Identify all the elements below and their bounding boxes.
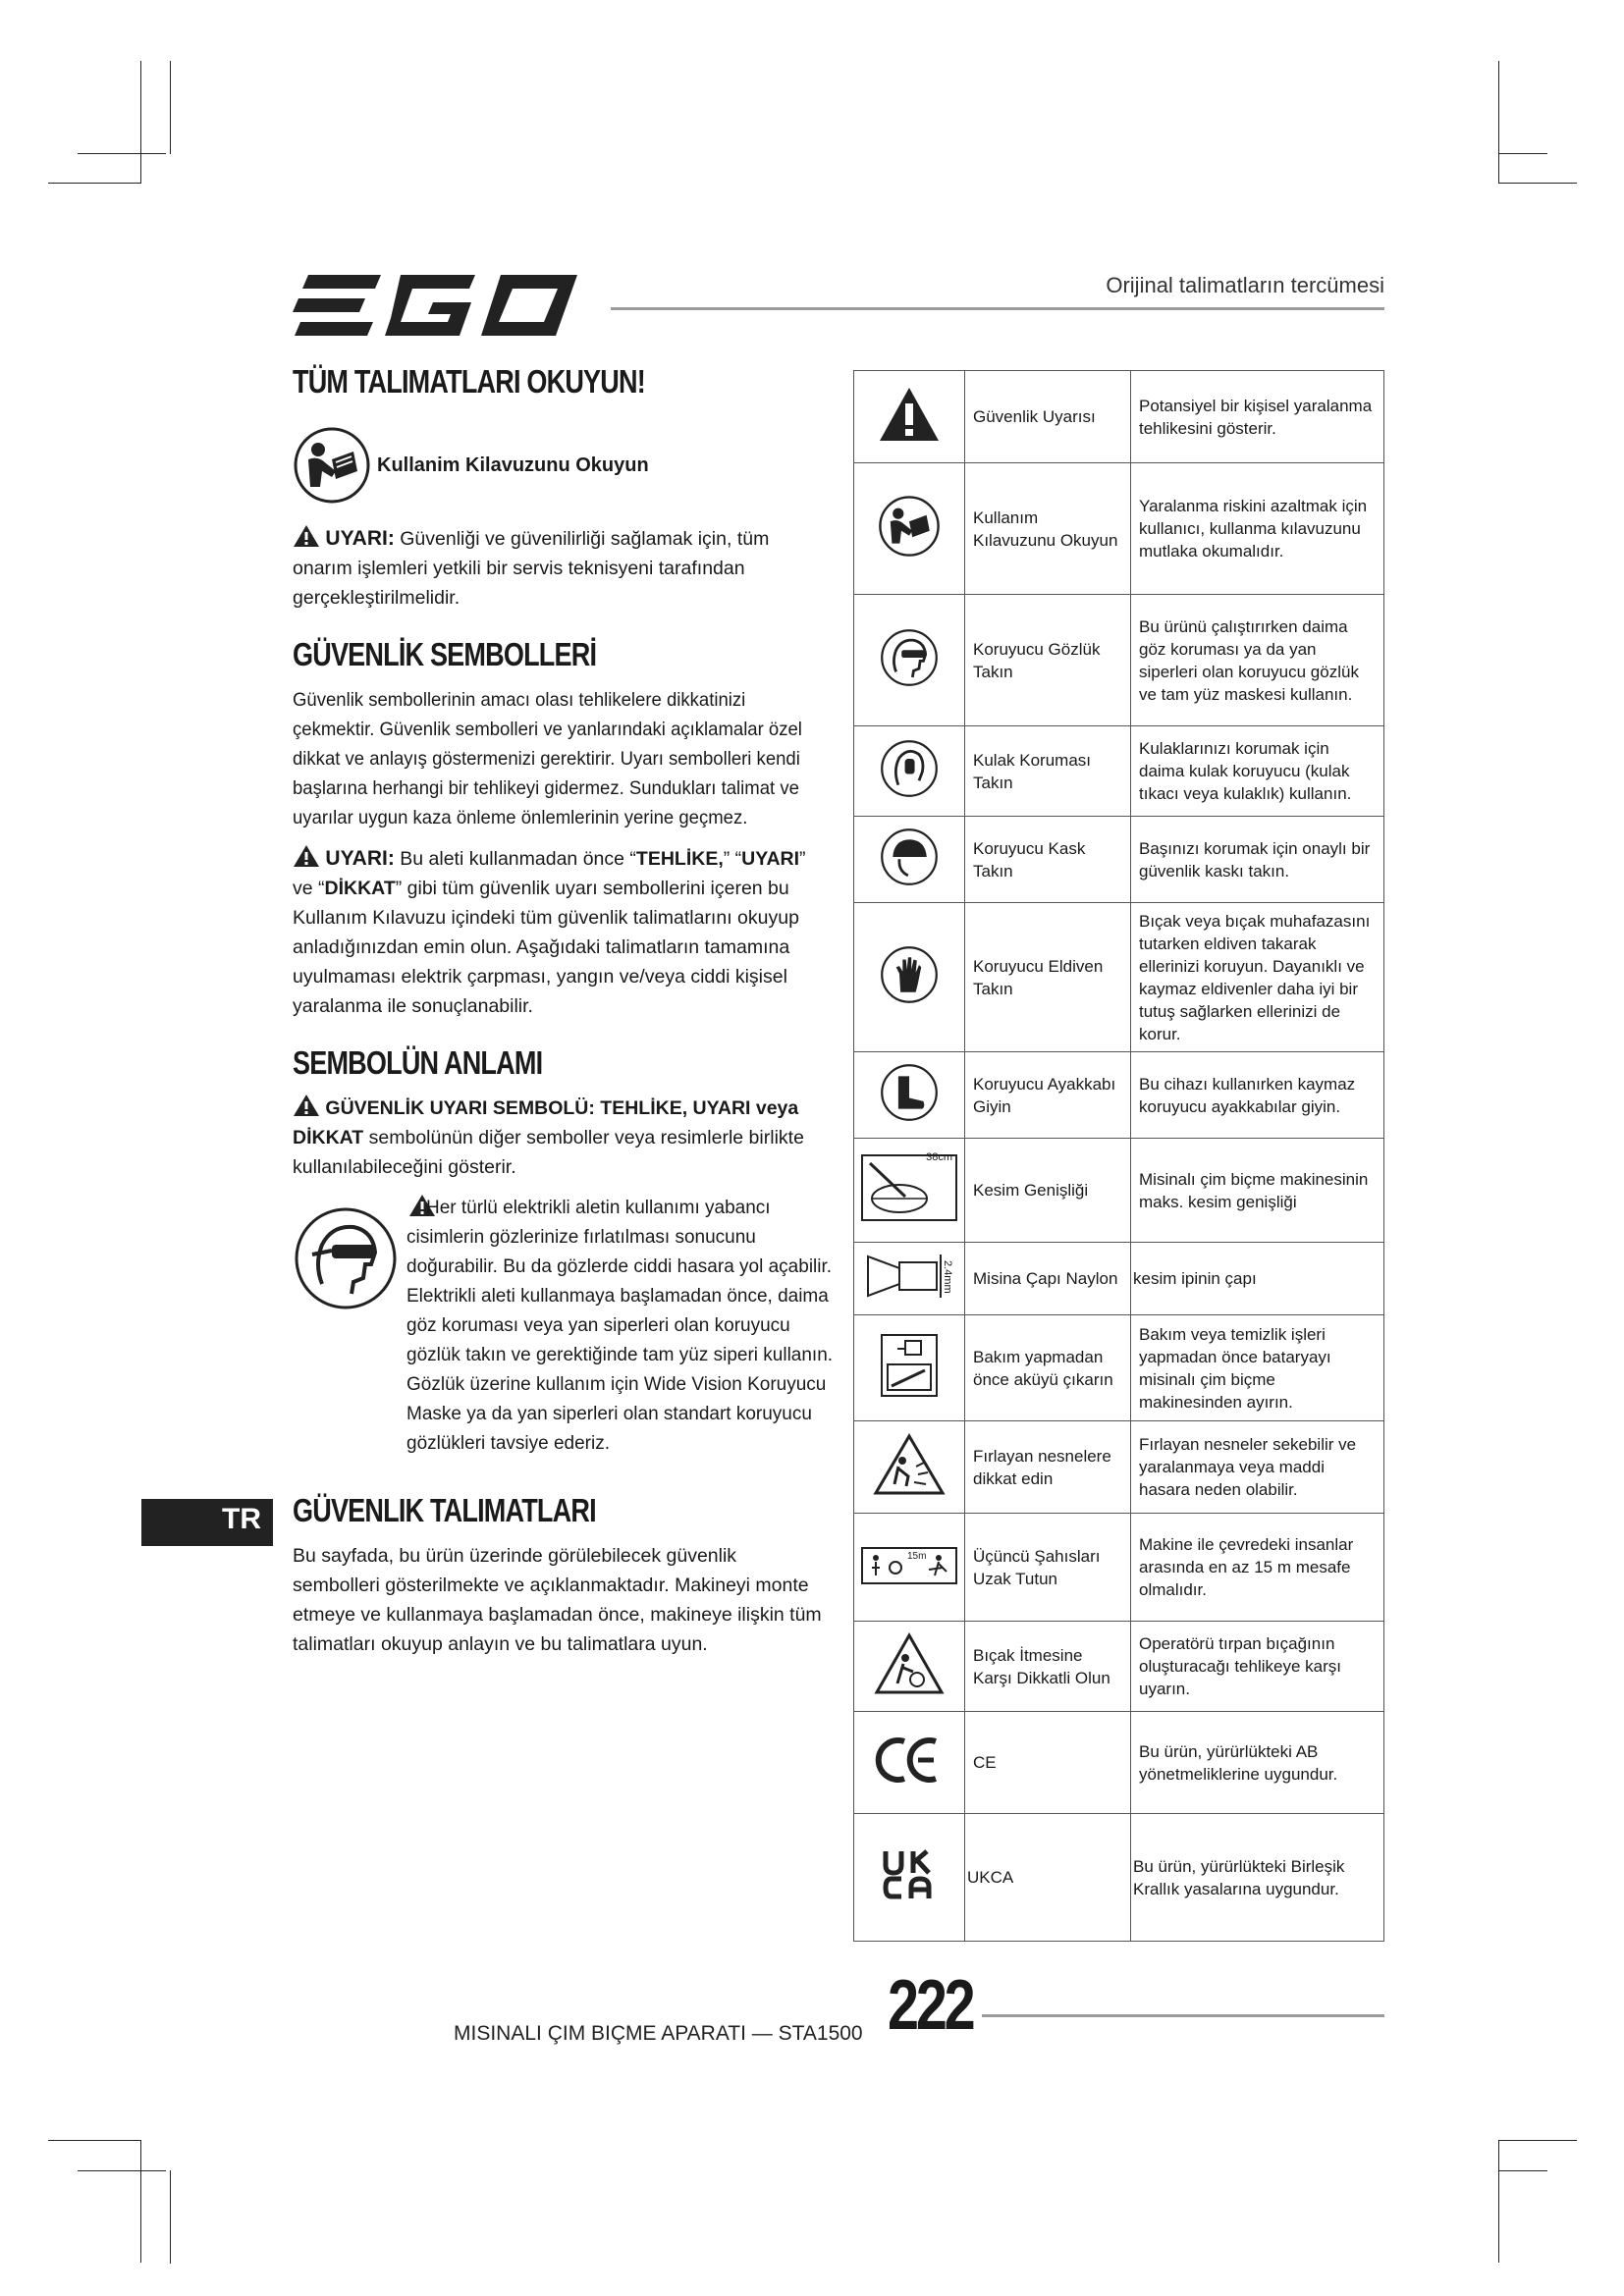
read-manual-icon [878,495,941,558]
warning-text: ” “ [723,848,742,870]
header-rule [611,307,1384,310]
table-row [854,1243,1384,1315]
symbol-text: sembolünün diğer semboller veya resimlerle birlikte kullanılabileceğini gösterir. [293,1127,804,1178]
footer-rule [982,2014,1384,2017]
symbol-description: Kulaklarınızı korumak için daima kulak koruyucu (kulak tıkacı veya kulaklık) kullanın. [1131,726,1384,817]
symbol-description: Potansiyel bir kişisel yaralanma tehlikesini gösterir. [1131,371,1384,463]
symbol-name: Koruyucu Kask Takın [965,817,1131,903]
line-diameter-value: 2.4mm [942,1260,953,1294]
symbol-meaning-paragraph [293,1094,823,1182]
warning-text: Bu aleti kullanmadan önce “ [394,848,636,870]
blade-thrust-icon [874,1632,945,1695]
symbol-description: Yaralanma riskini azaltmak için kullanıcı, kullanma kılavuzunu mutlaka okumalıdır. [1131,463,1384,595]
symbol-name: Kesim Genişliği [965,1139,1131,1243]
ce-mark-icon [875,1735,944,1785]
helmet-icon [880,828,939,886]
ear-protection-icon [880,739,939,798]
symbol-description: Bıçak veya bıçak muhafazasını tutarken eldiven takarak ellerinizi koruyun. Dayanıklı ve kaymaz eldivenler daha iyi bir tutuş sağlarken ellerinizi de korur. [1131,903,1384,1052]
table-row [854,726,1384,817]
cutting-width-value: 38cm [926,1151,952,1163]
flying-objects-icon [873,1433,946,1496]
symbol-name: Koruyucu Gözlük Takın [965,595,1131,726]
manual-row [293,426,823,505]
danger-word: TEHLİKE, [635,848,724,870]
symbol-description: Operatörü tırpan bıçağının oluşturacağı tehlikeye karşı uyarın. [1131,1622,1384,1712]
symbol-name: CE [965,1712,1131,1814]
table-row [854,1315,1384,1421]
table-row [854,595,1384,726]
heading-safety-symbols: GÜVENLİK SEMBOLLERİ [293,636,597,672]
symbol-description: Bu ürünü çalıştırırken daima göz koruması ya da yan siperleri olan koruyucu gözlük ve tam yüz maskesi kullanın. [1131,595,1384,726]
symbol-description: Bakım veya temizlik işleri yapmadan önce bataryayı misinalı çim biçme makinesinden ayırın. [1131,1315,1384,1421]
warning-text: ” gibi tüm güvenlik uyarı sembollerini içeren bu Kullanım Kılavuzu içindeki tüm güvenlik talimatlarını okuyup anladığınızdan emin olun. Aşağıdaki talimatların tamamına uyulmaması elektrik çarpması, yangın ve/veya ciddi kişisel yaralanma ile sonuçlanabilir. [293,878,799,1017]
heading-symbol-meaning: SEMBOLÜN ANLAMI [293,1044,543,1081]
warning-text: Güvenliği ve güvenilirliği sağlamak için, tüm onarım işlemleri yetkili bir servis teknisyeni tarafından gerçekleştirilmelidir. [293,528,770,609]
table-row [854,371,1384,463]
safety-instructions-paragraph: Bu sayfada, bu ürün üzerinde görülebilecek güvenlik sembolleri gösterilmekte ve açıklanmaktadır. Makineyi monte etmeye ve kullanmaya başlamadan önce, makineye ilişkin tüm talimatları okuyup anlayın ve bu talimatlara uyun. [293,1545,822,1655]
table-row [854,1421,1384,1514]
symbol-name: Kulak Koruması Takın [965,726,1131,817]
boots-icon [880,1063,939,1122]
safety-symbols-paragraph: Güvenlik sembollerinin amacı olası tehlikelere dikkatinizi çekmektir. Güvenlik sembolleri ve yanlarındaki açıklamalar özel dikkat ve anlayış göstermenizi gerektirir. Uyarı sembolleri kendi başlarına herhangi bir tehlikeyi gidermez. Sundukları talimat ve uyarılar uygun kaza önleme önlemlerinin yerine geçmez. [293,689,802,828]
read-manual-icon [293,426,371,505]
table-row [854,1712,1384,1814]
symbol-name: Bakım yapmadan önce aküyü çıkarın [965,1315,1131,1421]
left-column [293,363,834,1659]
heading-safety-instructions: GÜVENLIK TALIMATLARI [293,1492,596,1528]
symbol-description: Misinalı çim biçme makinesinin maks. kesim genişliği [1131,1139,1384,1243]
remove-battery-icon [878,1331,941,1400]
warning-triangle-icon [878,386,941,443]
language-tab: TR [141,1499,273,1546]
symbol-label: GÜVENLİK UYARI SEMBOLÜ: TEHLİKE, UYARI veya DİKKAT [293,1097,799,1148]
table-row [854,463,1384,595]
table-row [854,1139,1384,1243]
symbol-description: Başınızı korumak için onaylı bir güvenlik kaskı takın. [1131,817,1384,903]
warning-word: UYARI [741,848,800,870]
heading-read-all: TÜM TALIMATLARI OKUYUN! [293,363,645,400]
symbol-name: Kullanım Kılavuzunu Okuyun [965,463,1131,595]
gloves-icon [880,945,939,1004]
symbol-description: Bu ürün, yürürlükteki Birleşik Krallık yasalarına uygundur. [1131,1814,1384,1942]
symbol-description: Fırlayan nesneler sekebilir ve yaralanmaya veya maddi hasara neden olabilir. [1131,1421,1384,1514]
warning-triangle-icon [293,1094,320,1117]
table-row [854,817,1384,903]
table-row [854,1814,1384,1942]
safety-goggles-icon [880,628,939,687]
goggles-block [293,1194,834,1472]
warning-triangle-icon [293,844,320,868]
table-row [854,1622,1384,1712]
symbol-name: Misina Çapı Naylon [965,1243,1131,1315]
table-row [854,903,1384,1052]
warning-paragraph-1 [293,524,823,613]
warning-text: ” ve “ [293,848,806,899]
symbol-name: Güvenlik Uyarısı [965,371,1131,463]
symbol-name: Üçüncü Şahısları Uzak Tutun [965,1514,1131,1622]
table-row [854,1052,1384,1139]
symbol-description: Makine ile çevredeki insanlar arasında en az 15 m mesafe olmalıdır. [1131,1514,1384,1622]
warning-label: UYARI: [325,847,395,870]
symbol-name: Koruyucu Ayakkabı Giyin [965,1052,1131,1139]
symbol-description: kesim ipinin çapı [1131,1243,1384,1315]
safety-goggles-icon [293,1205,399,1311]
table-row [854,1514,1384,1622]
caution-word: DİKKAT [324,878,396,899]
warning-paragraph-2 [293,844,823,1021]
footer-product: MISINALI ÇIM BIÇME APARATI — STA1500 [454,2022,863,2045]
ego-logo [291,271,585,340]
symbol-name: UKCA [965,1814,1131,1942]
symbol-name: Fırlayan nesnelere dikkat edin [965,1421,1131,1514]
symbol-description: Bu cihazı kullanırken kaymaz koruyucu ayakkabılar giyin. [1131,1052,1384,1139]
ukca-mark-icon [882,1847,937,1902]
symbol-description: Bu ürün, yürürlükteki AB yönetmeliklerine uygundur. [1131,1712,1384,1814]
symbol-name: Bıçak İtmesine Karşı Dikkatli Olun [965,1622,1131,1712]
symbol-name: Koruyucu Eldiven Takın [965,903,1131,1052]
symbol-table [853,370,1384,1942]
manual-label: Kullanim Kilavuzunu Okuyun [377,454,649,476]
distance-value: 15m [907,1551,927,1562]
page-number: 222 [888,1966,973,2045]
goggles-text: Her türlü elektrikli aletin kullanımı yabancı cisimlerin gözlerinize fırlatılması sonucunu doğurabilir. Bu da gözlerde ciddi hasara yol açabilir. Elektrikli aleti kullanmaya başlamadan önce, daima göz koruması veya yan siperleri olan koruyucu gözlük takın ve gerektiğinde tam yüz siperi kullanın. Gözlük üzerine kullanım için Wide Vision Koruyucu Maske ya da yan siperleri olan standart koruyucu gözlükleri tavsiye ederiz. [406,1198,834,1454]
warning-label: UYARI: [325,527,395,550]
warning-triangle-icon [293,524,320,548]
header-subtitle: Orijinal talimatların tercümesi [1106,273,1384,297]
